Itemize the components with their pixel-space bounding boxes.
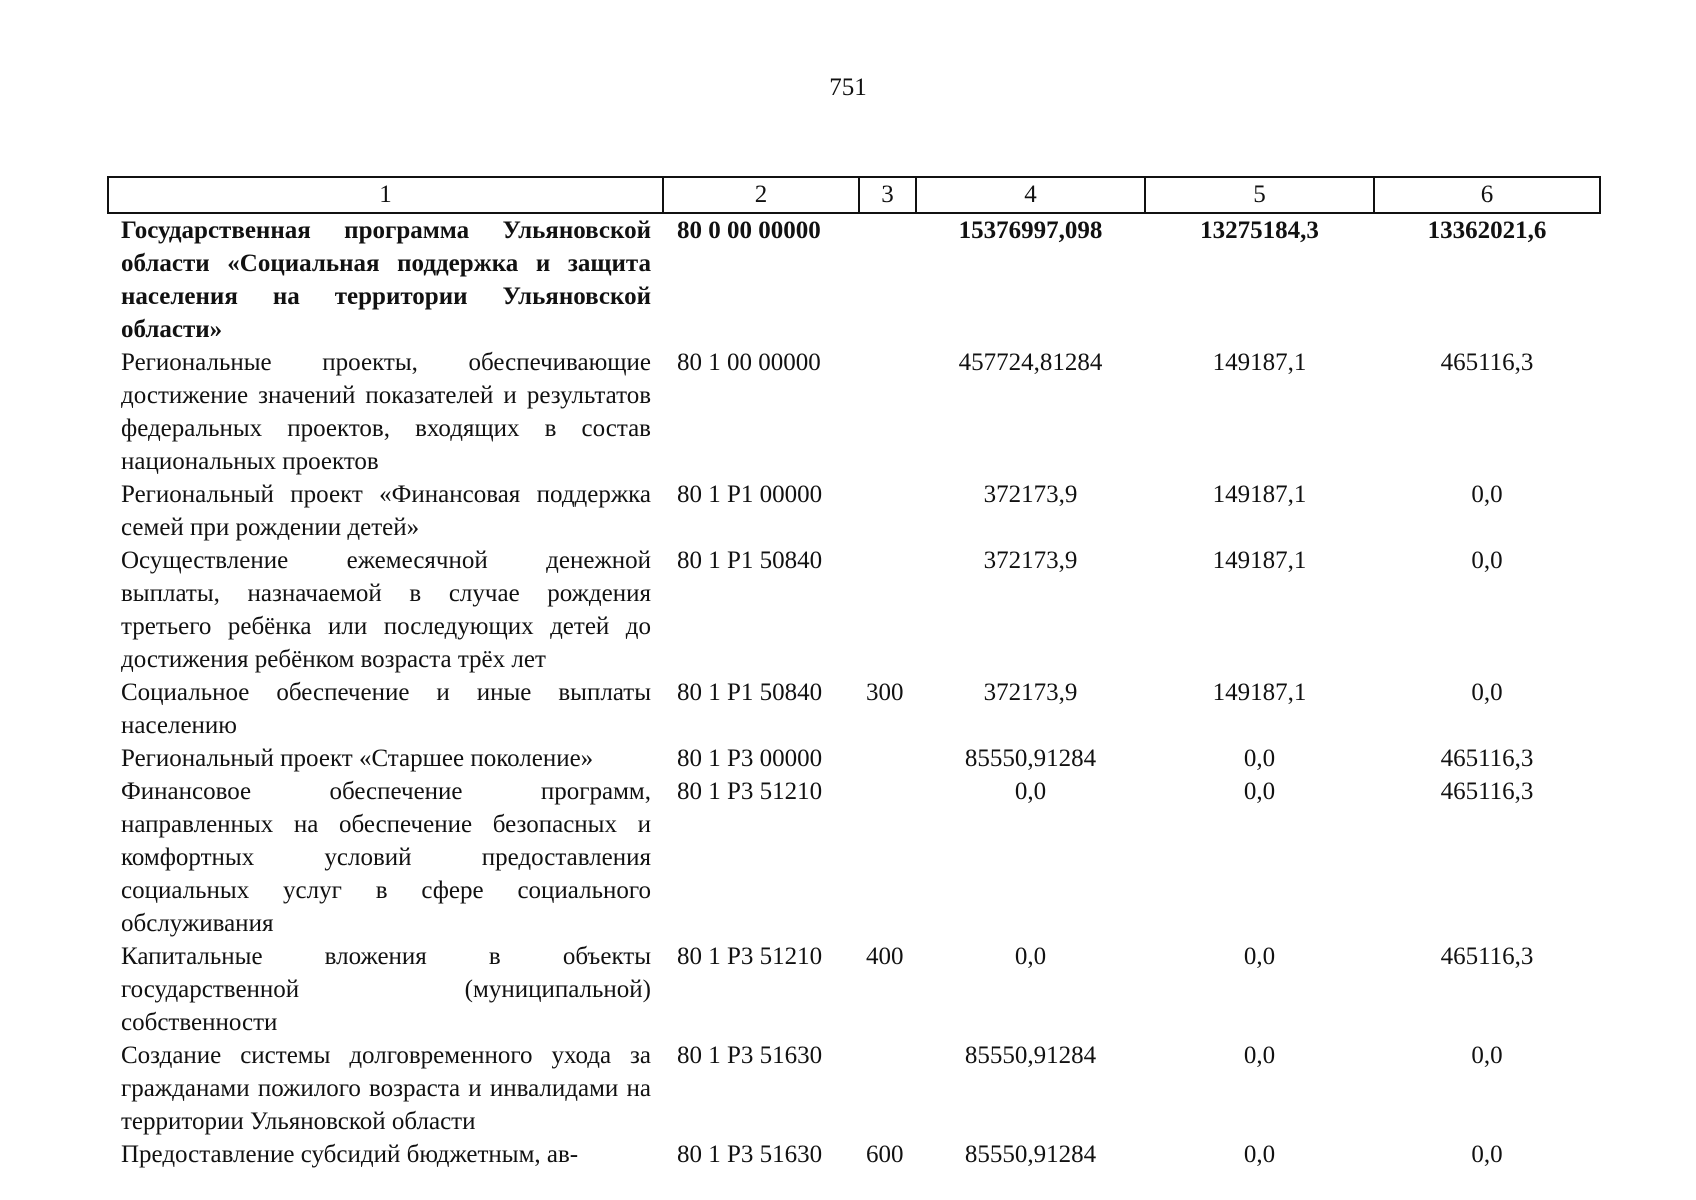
row-name-cell: Государственная программа Ульяновской области «Социальная поддержка и защита населения на территории Ульяновской области» xyxy=(121,217,651,343)
row-value-col6-cell: 0,0 xyxy=(1471,1042,1503,1069)
row-value-col6-cell: 0,0 xyxy=(1471,679,1503,706)
row-expense-type-cell xyxy=(859,478,916,544)
row-value-col4-cell: 372173,9 xyxy=(983,547,1078,574)
row-value-col4-cell: 0,0 xyxy=(1014,778,1047,805)
column-header-4: 4 xyxy=(916,177,1145,213)
row-value-col4-cell: 457724,81284 xyxy=(958,349,1103,376)
row-value-col4-cell: 85550,91284 xyxy=(964,1042,1097,1069)
row-name-cell: Создание системы долговременного ухода за гражданами пожилого возраста и инвалидами на территории Ульяновской области xyxy=(121,1042,651,1135)
row-code-cell: 80 1 P1 50840 xyxy=(677,547,823,574)
row-value-col5-cell: 149187,1 xyxy=(1212,481,1307,508)
row-value-col4-cell: 85550,91284 xyxy=(964,1141,1097,1168)
row-value-col5-cell: 0,0 xyxy=(1243,943,1276,970)
row-expense-type-cell xyxy=(859,1039,916,1138)
row-value-col5-cell: 0,0 xyxy=(1243,745,1276,772)
row-expense-type-cell: 400 xyxy=(866,943,904,970)
column-header-5: 5 xyxy=(1145,177,1374,213)
row-name-cell: Региональный проект «Финансовая поддержка семей при рождении детей» xyxy=(121,481,651,541)
row-value-col6-cell: 0,0 xyxy=(1471,547,1503,574)
table-row xyxy=(108,213,1600,346)
row-value-col6-cell: 465116,3 xyxy=(1440,745,1534,772)
row-value-col4-cell: 372173,9 xyxy=(983,481,1078,508)
row-value-col4-cell: 372173,9 xyxy=(983,679,1078,706)
table-row xyxy=(108,1138,1600,1171)
row-name-cell: Предоставление субсидий бюджетным, ав- xyxy=(121,1141,579,1168)
row-code-cell: 80 1 P3 51210 xyxy=(677,778,823,805)
row-name-cell: Капитальные вложения в объекты государственной (муниципальной) собственности xyxy=(121,943,651,1036)
column-header-6: 6 xyxy=(1374,177,1600,213)
row-value-col4-cell: 0,0 xyxy=(1014,943,1047,970)
row-expense-type-cell xyxy=(859,346,916,478)
row-code-cell: 80 1 P1 00000 xyxy=(677,481,823,508)
row-value-col5-cell: 149187,1 xyxy=(1212,349,1307,376)
row-name-cell: Осуществление ежемесячной денежной выплаты, назначаемой в случае рождения третьего ребёнка или последующих детей до достижения ребёнком возраста трёх лет xyxy=(121,547,651,673)
row-expense-type-cell xyxy=(859,742,916,775)
row-name-cell: Региональные проекты, обеспечивающие достижение значений показателей и результатов федеральных проектов, входящих в состав национальных проектов xyxy=(121,349,651,475)
row-expense-type-cell: 300 xyxy=(866,679,904,706)
column-header-3: 3 xyxy=(859,177,916,213)
row-code-cell: 80 1 P3 51630 xyxy=(677,1141,823,1168)
row-code-cell: 80 1 00 00000 xyxy=(677,349,821,376)
row-value-col6-cell: 13362021,6 xyxy=(1427,217,1547,244)
row-expense-type-cell xyxy=(859,775,916,940)
table-row xyxy=(108,346,1600,478)
row-expense-type-cell xyxy=(859,544,916,676)
row-name-cell: Финансовое обеспечение программ, направленных на обеспечение безопасных и комфортных условий предоставления социальных услуг в сфере социального обслуживания xyxy=(121,778,651,937)
row-value-col4-cell: 15376997,098 xyxy=(958,217,1103,244)
table-row xyxy=(108,478,1600,544)
row-name-cell: Региональный проект «Старшее поколение» xyxy=(121,745,594,772)
row-value-col6-cell: 465116,3 xyxy=(1440,349,1534,376)
row-code-cell: 80 0 00 00000 xyxy=(677,217,821,244)
row-name-cell: Социальное обеспечение и иные выплаты населению xyxy=(121,679,651,739)
row-value-col5-cell: 13275184,3 xyxy=(1200,217,1319,244)
row-value-col5-cell: 0,0 xyxy=(1243,1042,1276,1069)
column-header-2: 2 xyxy=(663,177,859,213)
row-code-cell: 80 1 P3 51630 xyxy=(677,1042,823,1069)
row-code-cell: 80 1 P3 00000 xyxy=(677,745,823,772)
table-body xyxy=(108,213,1600,1171)
row-expense-type-cell xyxy=(859,213,916,346)
row-value-col5-cell: 0,0 xyxy=(1243,1141,1276,1168)
row-code-cell: 80 1 P3 51210 xyxy=(677,943,823,970)
budget-table xyxy=(107,176,1601,1171)
row-code-cell: 80 1 P1 50840 xyxy=(677,679,823,706)
row-value-col5-cell: 0,0 xyxy=(1243,778,1276,805)
table-row xyxy=(108,544,1600,676)
row-value-col6-cell: 0,0 xyxy=(1471,1141,1503,1168)
table-row xyxy=(108,742,1600,775)
table-row xyxy=(108,1039,1600,1138)
page-number: 751 xyxy=(829,74,867,101)
row-value-col6-cell: 465116,3 xyxy=(1440,943,1534,970)
row-value-col6-cell: 0,0 xyxy=(1471,481,1503,508)
table-row xyxy=(108,775,1600,940)
column-header-1: 1 xyxy=(108,177,663,213)
row-expense-type-cell: 600 xyxy=(866,1141,904,1168)
row-value-col4-cell: 85550,91284 xyxy=(964,745,1097,772)
table-row xyxy=(108,940,1600,1039)
table-header-row xyxy=(108,177,1600,213)
row-value-col5-cell: 149187,1 xyxy=(1212,547,1307,574)
row-value-col6-cell: 465116,3 xyxy=(1440,778,1534,805)
row-value-col5-cell: 149187,1 xyxy=(1212,679,1307,706)
table-row xyxy=(108,676,1600,742)
